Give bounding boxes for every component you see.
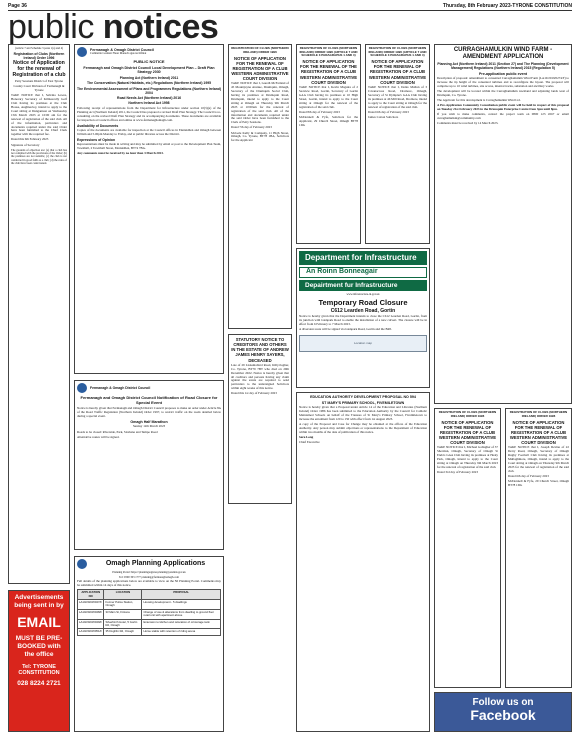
table-row: LA10/2023/0049/F Silverbirch Hotel, 5 Gortin Rd, Omagh Extension to kitchen and relocation of oil storage tank <box>78 619 221 629</box>
planning-applications: Omagh Planning Applications Planning Portal: https://planningregister.planningsystemni.gov.uk Tel: 0300 303 1777 planning@fermanaghomagh.com Full details of the planning applications below are available to view on the NI Planning Portal. Comments may be submitted within 14 days of this notice. APPLICATION NO LOCATION PROPOSAL LA10/2023/0047/F Former Police Station, Omagh Housing development - 5 dwellings LA10/2023/0048/F 33 Main St, Fintona Change of use & alterations from dwelling to ground floor retail unit with apartment above LA10/2023/0049/F Silverbirch Hotel, 5 Gortin Rd, Omagh Extension to kitchen and relocation of oil storage tank LA10/2023/0051/F 35 Dughlin Rd, Omagh Horse stable with retention of riding arena <box>74 556 224 732</box>
facebook-label: Facebook <box>470 707 536 723</box>
road-closure-special-event: Fermanagh & Omagh District Council Fermanagh and Omagh District Council Notification of Road Closure for Special Event Notice is hereby given that Fermanagh and Omagh District Council proposes to make an order under Article 8A of the Road Traffic Regulation (Northern Ireland) Order 1997, to restrict traffic on the roads detailed below during a special event. Omagh Half Marathon Sunday 12th March 2023 Roads to be closed: Riverside, Park, Strabane and Tempo Road Alternative routes will be signed. <box>74 380 224 550</box>
council-logo-icon <box>77 383 87 393</box>
table-row: LA10/2023/0051/F 35 Dughlin Rd, Omagh Horse stable with retention of riding arena <box>78 629 221 635</box>
notice-title: Notice of Application for the renewal of Registration of a club <box>12 60 66 78</box>
club-renewal-st-endas: REGISTRATION OF CLUBS (NORTHERN IRELAND) ORDER 1996 NOTICE OF APPLICATION FOR THE RENEWAL OF REGISTRATION OF A CLUB WESTERN ADMINISTRATIVE COURT DIVISION TAKE NOTICE that I, Michael Gallagher of 37 Sheridan, Omagh, Secretary of Omagh St Enda's GAA Club having its premises at Healy Park, Omagh, intend to apply to the Court sitting at Omagh on Thursday 9th March 2023 for the renewal of registration of the said club. Dated 3rd day of February 2023 <box>434 408 501 688</box>
wind-farm-title: CURRAGHAMULKIN WIND FARM - AMENDMENT APPLICATION <box>453 47 553 60</box>
club-renewal-drumquin: REGISTRATION OF CLUBS (NORTHERN IRELAND) ORDER 1996 NOTICE OF APPLICATION FOR THE RENEWAL OF REGISTRATION OF A CLUB WESTERN ADMINISTRATIVE COURT DIVISION TAKE NOTICE that I, Gareth McFarland of 45 Mountjoyne Avenue, Drumquin, Omagh, Secretary of the Drumquin Social Club, having its premises at Drumquin Road, Drumquin, intend to apply to the Court sitting at Omagh on Thursday 9th March 2023 at 10:00am for the renewal of registration of the said club. All of the information and documents required under the said Order have been furnished to the Clerk of Petty Sessions. Dated 7th day of February 2023 McGale Kelly & Company, 11 High Street, Omagh, Co. Tyrone, BT78 1BA, Solicitors for the Applicant <box>228 44 292 329</box>
club-renewal-rugby: REGISTRATION OF CLUBS (NORTHERN IRELAND) ORDER 1996 NOTICE OF APPLICATION FOR THE RENEWAL OF REGISTRATION OF A CLUB WESTERN ADMINISTRATIVE COURT DIVISION TAKE NOTICE that I, Joseph Devine of 22 Derry Road, Omagh, Secretary of Omagh Rugby Football Club having its premises at Mullaghmore, Omagh, intend to apply to the Court sitting at Omagh on Thursday 9th March 2023 for the renewal of registration of the said club. Dated 6th day of February 2023 McDonnell & Fyfe, 29 Church Street, Omagh BT78 1DG <box>505 408 572 688</box>
table-row: LA10/2023/0048/F 33 Main St, Fintona Change of use & alterations from dwelling to ground floor retail unit with apartment above <box>78 609 221 619</box>
council-logo-icon <box>77 559 87 569</box>
council-ldp-notice: Fermanagh & Omagh District Council Comhairle Ceantair Fhear Manach agus na hÓmaí PUBLIC NOTICE Fermanagh and Omagh District Council Local Development Plan – Draft Plan Strategy 2030 Planning Act (Northern Ireland) 2011 The Conservation (Natural Habitats, etc.) Regulations (Northern Ireland) 1995 The Environmental Assessment of Plans and Programmes Regulations (Northern Ireland) 2004 Road Needs Act (Northern Ireland) 2016 Northern Ireland Act 1998 Following receipt of representations from the Department for Infrastructure under section 10(3)(a) of the Planning Act (Northern Ireland) 2011, the Council has prepared a revised Draft Plan Strategy. The Council is re-consulting on the revised Draft Plan Strategy and its accompanying documents. These documents are available for inspection at Council offices and online at www.fermanaghomagh.com. Availability of Documents Copies of the documents are available for inspection at the Council offices in Enniskillen and Omagh between 9.00am and 5.00pm Monday to Friday, and at public libraries across the District. Expressions of Opinion Representations must be made in writing and may be submitted by email or post to the Development Plan Team, Townhall, 2 Townhall Street, Enniskillen, BT74 7BA. Any comments must be received by no later than 3 March 2023. <box>74 44 224 374</box>
planning-title: Omagh Planning Applications <box>105 559 206 567</box>
notice-body: TAKE NOTICE that I, Sabrina Lowes, Honorary Secretary of Kilmascally Golf Club having its premises at the Club House, Aughnacloy, intend to apply to the Court sitting at Dungannon on Wednesday 15th March 2023 at 10:00 am for the renewal of registration of the said club. All of the information, particulars and documents required under the said Order have been furnished to the Chief Clerk together with the required fee. <box>11 93 67 137</box>
table-row: LA10/2023/0047/F Former Police Station, Omagh Housing development - 5 dwellings <box>78 600 221 610</box>
office-phone: 028 8224 2721 <box>17 680 61 688</box>
email-advertising-box: Advertisements being sent in by EMAIL MUST BE PRE-BOOKED with the office Tel: TYRONE CONSTITUTION 028 8224 2721 <box>8 590 70 732</box>
education-authority-notice: EDUCATION AUTHORITY DEVELOPMENT PROPOSAL NO 594 ST MARY'S PRIMARY SCHOOL, FIVEMILETOWN Notice is hereby given that a Proposal under Article 14 of the Education and Libraries (Northern Ireland) Order 1986 has been submitted to the Education Authority by the Council for Catholic Maintained Schools on behalf of the Trustees of St Mary's Primary School, Fivemiletown to increase the enrolment from 120 to 150 with effect from 1st August 2023. A copy of the Proposal and Case for Change may be obtained at the offices of the Education Authority. Any person may submit objections or representations to the Department of Education within two months of the date of publication of this notice. Sara Long Chief Executive <box>296 392 430 732</box>
column-4-clubs <box>296 44 430 244</box>
column-3 <box>228 44 292 504</box>
location-map: Location map <box>299 335 427 352</box>
club-renewal-gortin: REGISTRATION OF CLUBS (NORTHERN IRELAND) ORDER 1996 (ARTICLE 7 AND SCHEDULE 3 PARAGRAPHS 1 AND 4) NOTICE OF APPLICATION FOR THE RENEWAL OF THE REGISTRATION OF A CLUB WESTERN ADMINISTRATIVE COURT DIVISION TAKE NOTICE that I, Kevin Maguire of 2 Seaview Road, Gortin, Secretary of Gortin GAA Club having its premises at 10 High Street, Gortin, intend to apply to the Court sitting at Omagh for the renewal of the registration of the said club. Dated 8th day of February 2023 McDonnell & Fyfe, Solicitors for the Applicant, 29 Church Street, Omagh BT78 1DG <box>296 44 361 244</box>
club-renewal-notice: (Article 7 and Schedule 3 paras 1(a) and 4) Registration of Clubs (Northern Ireland) Order 1996 Notice of Application for the renewal of Registration of a club Petty Sessions District of East Tyrone County Court Division of Fermanagh & Tyrone TAKE NOTICE that I, Sabrina Lowes, Honorary Secretary of Kilmascally Golf Club having its premises at the Club House, Aughnacloy, intend to apply to the Court sitting at Dungannon on Wednesday 15th March 2023 at 10:00 am for the renewal of registration of the said club. All of the information, particulars and documents required under the said Order have been furnished to the Chief Clerk together with the required fee. Dated this 6th February 2023 Signature of Secretary The grounds of objection are: (a) that a club has not complied with the provisions of the Order; (b) the premises are not suitable; (c) the club is not conducted in good faith as a club; (d) the rules of the club have been contravened. <box>8 44 70 584</box>
facebook-follow-banner[interactable]: Follow us on Facebook <box>434 692 572 732</box>
dfi-logo: Department for Infrastructure <box>299 251 427 265</box>
wind-farm-amendment: CURRAGHAMULKIN WIND FARM - AMENDMENT APPLICATION Planning Act (Northern Ireland) 2011 (Section 27) and The Planning (Development Management) Regulations (Northern Ireland) 2015 (Regulation 5) Pre-application public event Description of proposal: amendment to consented Curraghamulkin Wind Farm (LA10/2019/0274/F) to increase the tip height of the consented turbines and to reconfigure the layout. The proposal will comprise up to 10 wind turbines, site access, internal tracks, substation and ancillary works. The development will be located within the Curraghamulkin townland and adjoining lands west of Drumquin, Co. Tyrone. The Applicant for this development is Curraghamulkin Wind Ltd. A Pre-Application Community Consultation public event will be held in respect of this proposal on Tuesday 21st February 2023 in the Drumquin Enterprise Centre from 3pm until 8pm. If you wish to make comments, contact the project team on 0800 123 4567 or email curraghamulkin@community.com Comments must be received by 14 March 2023. <box>434 44 572 404</box>
statutory-notice-creditors: STATUTORY NOTICE TO CREDITORS AND OTHERS IN THE ESTATE OF ANDREW JAMES HENRY SAYERS, DECEASED Late of 29 Lisnamallard Road, Killyclogher, Co. Tyrone, BT79 7BT who died on 29th December 2022. Notice is hereby given that all creditors and persons having any claim against the estate are required to send particulars to the undersigned Solicitors within eight weeks of this notice. Dated this 1st day of February 2023 <box>228 334 292 504</box>
page-number: Page 36 <box>8 3 27 10</box>
club-renewal-dromore: REGISTRATION OF CLUBS (NORTHERN IRELAND) ORDER 1996 (ARTICLE 7 AND SCHEDULE 3 PARAGRAPHS 1 AND 4) NOTICE OF APPLICATION FOR THE RENEWAL OF REGISTRATION OF A CLUB WESTERN ADMINISTRATIVE COURT DIVISION TAKE NOTICE that I, Denis Mullan of 3 Cavanacross Road, Dromore, Omagh, Secretary of St Dympna's GAA Club having its premises at 46 Mill Road, Dromore, intend to apply to the Court sitting at Omagh for the renewal of registration of the said club. Dated 6th day of February 2023 James Cotton Solicitors <box>365 44 430 244</box>
issue-date: Thursday, 8th February 2023-TYRONE CONSTITUTION <box>442 3 572 10</box>
section-title: public notices <box>8 8 219 46</box>
road-closure-title: Temporary Road Closure <box>318 297 408 307</box>
masthead <box>8 8 568 46</box>
dfi-road-closure: Department for Infrastructure An Roinn Bonneagair Depairtment fur Infrastructure www.infrastructure-ni.gov.uk Temporary Road Closure C612 Learden Road, Gortin Notice is hereby given that the Department intends to close the C612 Learden Road, Gortin, from its junction with Glenpark Road to enable the installation of a new culvert. The closure will be in effect from 6 February to 7 March 2023. A diversion route will be signed via Glenpark Road, Gortin and the B48. Location map <box>296 248 430 388</box>
council-logo-icon <box>77 47 87 57</box>
column-club-notice <box>8 44 70 732</box>
planning-table: APPLICATION NO LOCATION PROPOSAL LA10/2023/0047/F Former Police Station, Omagh Housing development - 5 dwellings LA10/2023/0048/F 33 Main St, Fintona Change of use & alterations from dwelling to ground floor retail unit with apartment above LA10/2023/0049/F Silverbirch Hotel, 5 Gortin Rd, Omagh Extension to kitchen and relocation of oil storage tank LA10/2023/0051/F 35 Dughlin Rd, Omagh Horse stable with retention of riding arena <box>77 589 221 636</box>
email-heading: EMAIL <box>17 613 61 630</box>
column-council <box>74 44 224 732</box>
